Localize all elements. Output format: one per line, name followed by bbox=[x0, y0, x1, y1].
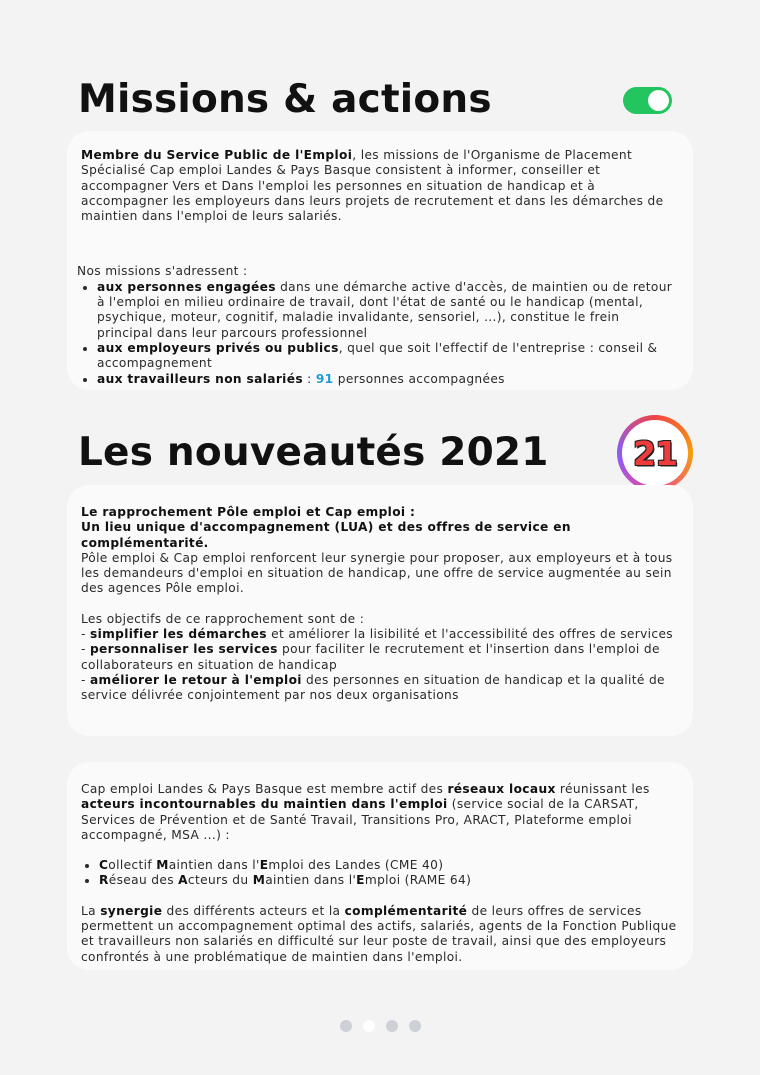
list-item: • Collectif Maintien dans l'Emploi des Landes (CME 40) bbox=[99, 858, 679, 873]
list-item: • aux personnes engagées dans une démarche active d'accès, de maintien ou de retour à l'emploi en milieu ordinaire de travail, dont l'état de santé ou le handicap (mental, psychique, moteur, cognitif, maladie invalidante, sensoriel, ...), constitue le frein principal dans leur parcours professionnel bbox=[97, 280, 679, 341]
year-badge bbox=[617, 415, 693, 491]
page-dot[interactable] bbox=[409, 1020, 421, 1032]
section-title-missions: Missions & actions bbox=[78, 77, 492, 122]
list-item: • aux employeurs privés ou publics, quel que soit l'effectif de l'entreprise : conseil & accompagnement bbox=[97, 341, 679, 372]
missions-intro-paragraph: Membre du Service Public de l'Emploi, les missions de l'Organisme de Placement Spécialisé Cap emploi Landes & Pays Basque consistent à informer, conseiller et accompagner Vers et Dans l'emploi les personnes en situation de handicap et à accompagner les employeurs dans leurs projets de recrutement et dans les démarches de maintien dans l'emploi de leurs salariés. bbox=[81, 148, 664, 224]
reseaux-list bbox=[81, 858, 679, 889]
objective-item: - simplifier les démarches et améliorer la lisibilité et l'accessibilité des offres de services bbox=[81, 627, 673, 642]
rapprochement-heading: Le rapprochement Pôle emploi et Cap emploi : bbox=[81, 505, 416, 519]
rapprochement-paragraph: Pôle emploi & Cap emploi renforcent leur synergie pour proposer, aux employeurs et à tous les demandeurs d'emploi en situation de handicap, une offre de service augmentée au sein des agences Pôle emploi. bbox=[81, 550, 673, 596]
year-badge-number: 21 bbox=[633, 433, 677, 473]
reseaux-card bbox=[67, 762, 693, 970]
self-employed-count: 91 bbox=[315, 371, 334, 386]
section-title-nouveautes: Les nouveautés 2021 bbox=[78, 430, 549, 475]
page-dot[interactable] bbox=[386, 1020, 398, 1032]
pagination-dots bbox=[340, 1020, 421, 1032]
missions-list-intro: Nos missions s'adressent : bbox=[77, 264, 248, 279]
toggle-knob bbox=[648, 90, 669, 111]
objective-item: - personnaliser les services pour faciliter le recrutement et l'insertion dans l'emploi de collaborateurs en situation de handicap bbox=[81, 642, 660, 672]
missions-card bbox=[67, 131, 693, 390]
page-dot-active[interactable] bbox=[363, 1020, 375, 1032]
objective-item: - améliorer le retour à l'emploi des personnes en situation de handicap et la qualité de service délivrée conjointement par nos deux organisations bbox=[81, 672, 665, 703]
reseaux-paragraph: Cap emploi Landes & Pays Basque est membre actif des réseaux locaux réunissant les acteurs incontournables du maintien dans l'emploi (service social de la CARSAT, Services de Prévention et de Santé Travail, Transitions Pro, ARACT, Plateforme emploi accompagné, MSA ...) : bbox=[81, 782, 650, 842]
list-item: • Réseau des Acteurs du Maintien dans l'Emploi (RAME 64) bbox=[99, 873, 679, 888]
page-dot[interactable] bbox=[340, 1020, 352, 1032]
objectives-intro: Les objectifs de ce rapprochement sont de : bbox=[81, 611, 365, 626]
missions-list bbox=[81, 280, 679, 387]
toggle-switch[interactable] bbox=[623, 87, 672, 114]
nouveautes-card bbox=[67, 485, 693, 736]
lua-heading: Un lieu unique d'accompagnement (LUA) et des offres de service en complémentarité. bbox=[81, 520, 571, 550]
list-item: • aux travailleurs non salariés : 91 personnes accompagnées bbox=[97, 372, 679, 387]
synergie-paragraph: La synergie des différents acteurs et la complémentarité de leurs offres de services permettent un accompagnement optimal des actifs, salariés, agents de la Fonction Publique et travailleurs non salariés en difficulté sur leur poste de travail, ainsi que des employeurs confrontés à une problématique de maintien dans l'emploi. bbox=[81, 903, 677, 964]
